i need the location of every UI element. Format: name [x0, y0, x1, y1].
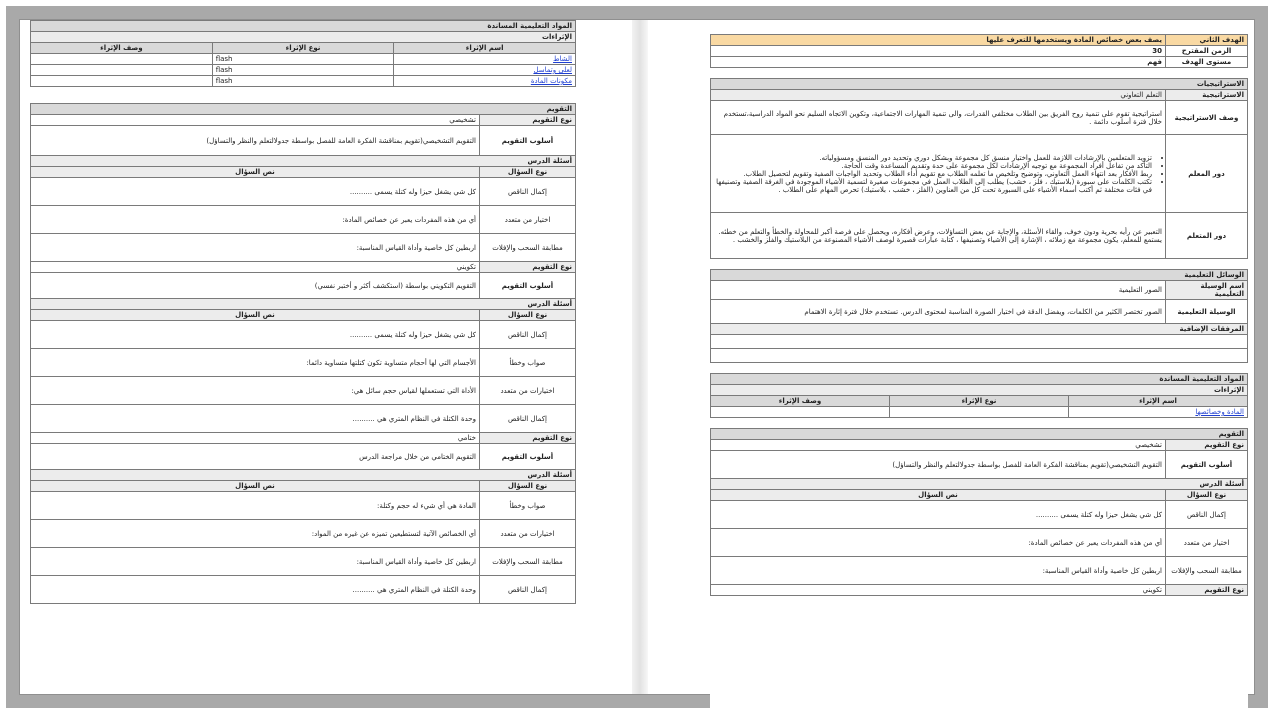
strategy-desc-value: استراتيجية تقوم على تنمية روح الفريق بين الطلاب مختلفي القدرات، والى تنمية المهارات الاجتماعية، وتكوين الاتجاه السليم نحو المواد الدراسية،تستخدم خلال فترة أسلوب دائمة .: [711, 101, 1166, 135]
list-item: • التأكد من تفاعل أفراد المجموعة مع توجيه الإرشادات لكل مجموعة على حدة وتقديم المساعدة وقت الحاجة.: [714, 162, 1152, 170]
enrichment-type: flash: [212, 65, 394, 76]
materials-title: المواد التعليمية المساندة: [711, 374, 1248, 385]
screenshot-frame: [6, 6, 1268, 708]
eval-type-label: نوع التقويم: [480, 262, 576, 273]
page-gutter: [632, 20, 648, 694]
q-type: اختيار من متعدد: [480, 206, 576, 234]
teacher-role-label: دور المعلم: [1166, 135, 1248, 213]
q-text-header: نص السؤال: [711, 490, 1166, 501]
eval-method-label: أسلوب التقويم: [480, 444, 576, 470]
q-type: اختيارات من متعدد: [480, 520, 576, 548]
strategies-title: الاستراتيجيات: [711, 79, 1248, 90]
table-row: [711, 557, 1248, 585]
eval-method-value: التقويم التشخيصي(تقويم بمناقشة الفكرة العامة للفصل بواسطة جدولالتعلم والنظر والتساؤل): [31, 126, 480, 156]
strategy-label: الاستراتيجية: [1166, 90, 1248, 101]
table-row: [31, 65, 576, 76]
q-type: مطابقة السحب والإفلات: [480, 548, 576, 576]
level-value: فهم: [711, 57, 1166, 68]
enrichment-desc: [31, 65, 213, 76]
right-page: [710, 20, 1248, 708]
evaluation-title: التقويم: [31, 104, 576, 115]
eval-type-label: نوع التقويم: [1166, 440, 1248, 451]
document-viewer: [20, 20, 1254, 694]
goal-section: [710, 34, 1248, 68]
q-type: إكمال الناقص: [480, 321, 576, 349]
q-type: مطابقة السحب والإفلات: [1166, 557, 1248, 585]
table-row: [711, 501, 1248, 529]
eval-method-label: أسلوب التقويم: [1166, 451, 1248, 479]
learner-role-label: دور المتعلم: [1166, 213, 1248, 259]
q-type-header: نوع السؤال: [480, 481, 576, 492]
left-page: [30, 20, 576, 694]
enrichment-desc: [711, 407, 890, 418]
eval-type-value: تكويني: [31, 262, 480, 273]
q-text: اربطين كل خاصية وأداة القياس المناسبة:: [31, 234, 480, 262]
q-text: اربطين كل خاصية وأداة القياس المناسبة:: [711, 557, 1166, 585]
q-type-header: نوع السؤال: [1166, 490, 1248, 501]
q-text-header: نص السؤال: [31, 310, 480, 321]
enrichments-label: الإثراءات: [711, 385, 1248, 396]
table-row: [31, 178, 576, 206]
enrichments-label: الإثراءات: [31, 32, 576, 43]
table-row: [31, 548, 576, 576]
attachments-row: [711, 335, 1248, 349]
table-row: [31, 405, 576, 433]
aids-section: [710, 269, 1248, 363]
q-type: صواب وخطأ: [480, 492, 576, 520]
time-label: الزمن المقترح: [1166, 46, 1248, 57]
list-item: • تكتب الكلمات على سبورة (بلاستيك ، فلز ، خشب) يطلب إلى الطلاب العمل في مجموعات صغيرة لتسمية الأشياء الموجودة في الغرفة الصفية وتصنيفها في فئات مختلفة ثم أكتب أسماء الأشياء على السبورة تحت كل من العناوين (الفلز ، خشب ، بلاستيك) تحرص المهام على الطلاب .: [714, 178, 1152, 194]
goal-value: يصف بعض خصائص المادة ويستخدمها للتعرف عليها: [711, 35, 1166, 46]
enrichment-type: flash: [212, 76, 394, 87]
q-text: اربطين كل خاصية وأداة القياس المناسبة:: [31, 548, 480, 576]
q-text: الأداة التي تستعملها لقياس حجم سائل هي:: [31, 377, 480, 405]
eval-type-value: تكويني: [711, 585, 1166, 596]
enrichment-link[interactable]: المادة وخصائصها: [1195, 408, 1244, 416]
eval-type-value: تشخيصي: [31, 115, 480, 126]
materials-title: المواد التعليمية المساندة: [31, 21, 576, 32]
eval-type-label: نوع التقويم: [1166, 585, 1248, 596]
enrichment-link[interactable]: الشاط: [553, 55, 572, 63]
eval-method-value: التقويم التشخيصي(تقويم بمناقشة الفكرة العامة للفصل بواسطة جدولالتعلم والنظر والتساؤل): [711, 451, 1166, 479]
aid-label: الوسيلة التعليمية: [1166, 300, 1248, 324]
q-type-header: نوع السؤال: [480, 167, 576, 178]
learner-role-value: التعبير عن رأيه بحرية ودون خوف، والقاء الأسئلة، والإجابة عن بعض التساؤلات، وعرض أفكاره، ويحصل على فرصة أكبر للمحاولة والخطأ والتعلم من خطئه. يستمع للمعلم، يكون مجموعة مع زملائه ، الإشارة إلى الأشياء وتصنيفها ، كتابة عبارات قصيرة لوصف الأشياء المصنوعة من البلاستيك والفلز والخشب .: [711, 213, 1166, 259]
col-enrichment-name: اسم الإثراء: [1069, 396, 1248, 407]
enrichment-type: [890, 407, 1069, 418]
q-type: صواب وخطأ: [480, 349, 576, 377]
table-row: [31, 349, 576, 377]
q-type: إكمال الناقص: [480, 576, 576, 604]
eval-method-value: التقويم التكويني بواسطة (استكشف أكثر و أختبر نفسي): [31, 273, 480, 299]
table-row: [31, 321, 576, 349]
q-text: كل شي يشغل حيزا وله كتلة يسمى ..........: [31, 178, 480, 206]
strategy-value: التعلم التعاوني: [711, 90, 1166, 101]
table-row: [31, 576, 576, 604]
attachments-label: المرفقات الإضافية: [711, 324, 1248, 335]
left-materials-section: [30, 20, 576, 87]
right-evaluation-section: [710, 428, 1248, 596]
strategy-desc-label: وصف الاستراتيجية: [1166, 101, 1248, 135]
left-evaluation-section: [30, 103, 576, 604]
eval-method-value: التقويم الختامي من خلال مراجعة الدرس: [31, 444, 480, 470]
aid-value: الصور تختصر الكثير من الكلمات، ويفضل الدقة في اختيار الصورة المناسبة لمحتوى الدرس. تستخدم خلال فترة إثارة الاهتمام: [711, 300, 1166, 324]
enrichment-desc: [31, 76, 213, 87]
col-enrichment-type: نوع الإثراء: [890, 396, 1069, 407]
lesson-questions-label: أسئلة الدرس: [31, 299, 576, 310]
col-enrichment-name: اسم الإثراء: [394, 43, 576, 54]
eval-type-value: تشخيصي: [711, 440, 1166, 451]
strategies-section: [710, 78, 1248, 259]
enrichment-link[interactable]: مكونات المادة: [530, 77, 572, 85]
table-row: [31, 520, 576, 548]
table-row: [711, 529, 1248, 557]
q-text: أي من هذه المفردات يعبر عن خصائص المادة:: [31, 206, 480, 234]
col-enrichment-type: نوع الإثراء: [212, 43, 394, 54]
right-materials-section: [710, 373, 1248, 418]
attachments-row: [711, 349, 1248, 363]
table-row: [711, 407, 1248, 418]
col-enrichment-desc: وصف الإثراء: [31, 43, 213, 54]
q-text: كل شي يشغل حيزا وله كتلة يسمى ..........: [711, 501, 1166, 529]
list-item: • ربط الأفكار بعد انتهاء العمل التعاوني، وتوضيح وتلخيص ما تعلمه الطلاب مع تقويم أداء الطلاب وتحديد الواجبات الصفية وتقويم لتحصيل الطلاب.: [714, 170, 1152, 178]
q-type-header: نوع السؤال: [480, 310, 576, 321]
q-text: وحدة الكتلة في النظام المتري هي ..........: [31, 576, 480, 604]
q-text: الأجسام التي لها أحجام متساوية تكون كتلتها متساوية دائما:: [31, 349, 480, 377]
q-text: المادة هي أي شيء له حجم وكتلة:: [31, 492, 480, 520]
enrichment-link[interactable]: لعلى وتماسل: [533, 66, 572, 74]
q-type: إكمال الناقص: [480, 405, 576, 433]
q-type: إكمال الناقص: [480, 178, 576, 206]
eval-type-value: ختامي: [31, 433, 480, 444]
teacher-role-list: [714, 154, 1162, 194]
eval-method-label: أسلوب التقويم: [480, 273, 576, 299]
evaluation-title: التقويم: [711, 429, 1248, 440]
q-type: اختيارات من متعدد: [480, 377, 576, 405]
goal-label: الهدف الثاني: [1166, 35, 1248, 46]
q-text: وحدة الكتلة في النظام المتري هي ..........: [31, 405, 480, 433]
table-row: [31, 492, 576, 520]
q-text: كل شي يشغل حيزا وله كتلة يسمى ..........: [31, 321, 480, 349]
level-label: مستوى الهدف: [1166, 57, 1248, 68]
q-text-header: نص السؤال: [31, 167, 480, 178]
eval-type-label: نوع التقويم: [480, 433, 576, 444]
eval-method-label: أسلوب التقويم: [480, 126, 576, 156]
q-text: أي من هذه المفردات يعبر عن خصائص المادة:: [711, 529, 1166, 557]
lesson-questions-label: أسئلة الدرس: [31, 156, 576, 167]
lesson-questions-label: أسئلة الدرس: [31, 470, 576, 481]
aid-name-value: الصور التعليمية: [711, 281, 1166, 300]
aid-name-label: اسم الوسيلة التعليمية: [1166, 281, 1248, 300]
time-value: 30: [711, 46, 1166, 57]
table-row: [31, 76, 576, 87]
enrichment-type: flash: [212, 54, 394, 65]
q-type: اختيار من متعدد: [1166, 529, 1248, 557]
lesson-questions-label: أسئلة الدرس: [711, 479, 1248, 490]
table-row: [31, 54, 576, 65]
q-text: أي الخصائص الآتية لتستطيعين تميزه عن غيره من المواد:: [31, 520, 480, 548]
list-item: • تزويد المتعلمين بالإرشادات اللازمة للعمل واختيار منسق كل مجموعة وبشكل دوري وتحديد دور المنسق ومسؤولياته.: [714, 154, 1152, 162]
table-row: [31, 377, 576, 405]
table-row: [31, 206, 576, 234]
q-type: مطابقة السحب والإفلات: [480, 234, 576, 262]
table-row: [31, 234, 576, 262]
col-enrichment-desc: وصف الإثراء: [711, 396, 890, 407]
eval-type-label: نوع التقويم: [480, 115, 576, 126]
enrichment-desc: [31, 54, 213, 65]
aids-title: الوسائل التعليمية: [711, 270, 1248, 281]
q-text-header: نص السؤال: [31, 481, 480, 492]
q-type: إكمال الناقص: [1166, 501, 1248, 529]
